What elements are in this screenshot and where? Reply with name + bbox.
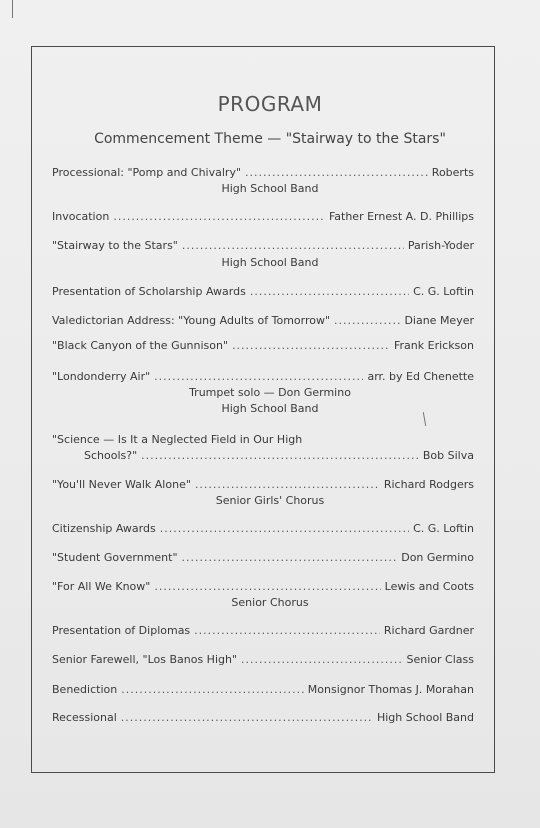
- item-title: Invocation: [52, 210, 110, 223]
- dot-leader: [334, 314, 400, 327]
- item-performer: C. G. Loftin: [413, 285, 474, 298]
- item-performer: Frank Erickson: [393, 339, 474, 352]
- program-item: [52, 210, 474, 223]
- item-performer: Roberts: [431, 166, 474, 179]
- item-performer: Bob Silva: [422, 449, 474, 462]
- dot-leader: [121, 711, 373, 724]
- dot-leader: [195, 478, 380, 491]
- item-performer: Father Ernest A. D. Phillips: [328, 210, 474, 223]
- program-item: [52, 478, 474, 491]
- item-title: "You'll Never Walk Alone": [52, 478, 191, 491]
- item-title: Citizenship Awards: [52, 522, 156, 535]
- dot-leader: [232, 339, 390, 352]
- item-title: Valedictorian Address: "Young Adults of Tomorrow": [52, 314, 331, 327]
- item-title: "Student Government": [52, 551, 178, 564]
- item-performer: Richard Rodgers: [383, 478, 474, 491]
- program-item: [52, 339, 474, 352]
- program-item: [52, 551, 474, 564]
- item-performer: Lewis and Coots: [384, 580, 474, 593]
- program-item: [52, 239, 474, 252]
- item-title: "For All We Know": [52, 580, 151, 593]
- item-note: Trumpet solo — Don Germino: [189, 386, 351, 399]
- dot-leader: [182, 239, 404, 252]
- item-performer: arr. by Ed Chenette: [367, 370, 474, 383]
- dot-leader: [245, 166, 428, 179]
- item-title: Processional: "Pomp and Chivalry": [52, 166, 242, 179]
- dot-leader: [154, 370, 363, 383]
- program-item: [52, 166, 474, 179]
- item-performer: Richard Gardner: [383, 624, 474, 637]
- item-note: Senior Girls' Chorus: [215, 494, 325, 507]
- item-title: "Stairway to the Stars": [52, 239, 178, 252]
- program-item: [52, 314, 474, 327]
- item-title: Recessional: [52, 711, 117, 724]
- dot-leader: [241, 653, 403, 666]
- item-performer: C. G. Loftin: [413, 522, 474, 535]
- dot-leader: [250, 285, 409, 298]
- program-item: [52, 433, 474, 446]
- item-note: Senior Chorus: [231, 596, 309, 609]
- program-item: [52, 711, 474, 724]
- item-performer: High School Band: [376, 711, 474, 724]
- item-note: High School Band: [221, 256, 319, 269]
- dot-leader: [113, 210, 325, 223]
- commencement-theme: Commencement Theme — "Stairway to the Stars": [94, 131, 446, 147]
- program-item: [52, 522, 474, 535]
- dot-leader: [182, 551, 398, 564]
- corner-pen-mark: [12, 0, 13, 18]
- dot-leader: [141, 449, 419, 462]
- item-performer: Senior Class: [406, 653, 474, 666]
- item-performer: Don Germino: [401, 551, 474, 564]
- item-title: Senior Farewell, "Los Banos High": [52, 653, 238, 666]
- page-title: PROGRAM: [217, 92, 323, 116]
- program-item: [52, 580, 474, 593]
- program-item: [52, 653, 474, 666]
- dot-leader: [160, 522, 409, 535]
- item-title: "Londonderry Air": [52, 370, 151, 383]
- program-item: [84, 449, 474, 462]
- item-title: Benediction: [52, 683, 118, 696]
- program-item: [52, 285, 474, 298]
- item-title: Presentation of Diplomas: [52, 624, 191, 637]
- item-note: High School Band: [221, 182, 319, 195]
- item-performer: Monsignor Thomas J. Morahan: [307, 683, 474, 696]
- item-note: High School Band: [221, 402, 319, 415]
- item-title: Schools?": [84, 449, 138, 462]
- program-item: [52, 624, 474, 637]
- dot-leader: [194, 624, 380, 637]
- item-performer: Diane Meyer: [404, 314, 474, 327]
- program-item: [52, 683, 474, 696]
- program-item: [52, 370, 474, 383]
- item-performer: Parish-Yoder: [407, 239, 474, 252]
- item-title: "Science — Is It a Neglected Field in Our High: [52, 433, 303, 446]
- dot-leader: [154, 580, 380, 593]
- item-title: "Black Canyon of the Gunnison": [52, 339, 229, 352]
- item-title: Presentation of Scholarship Awards: [52, 285, 246, 298]
- dot-leader: [121, 683, 304, 696]
